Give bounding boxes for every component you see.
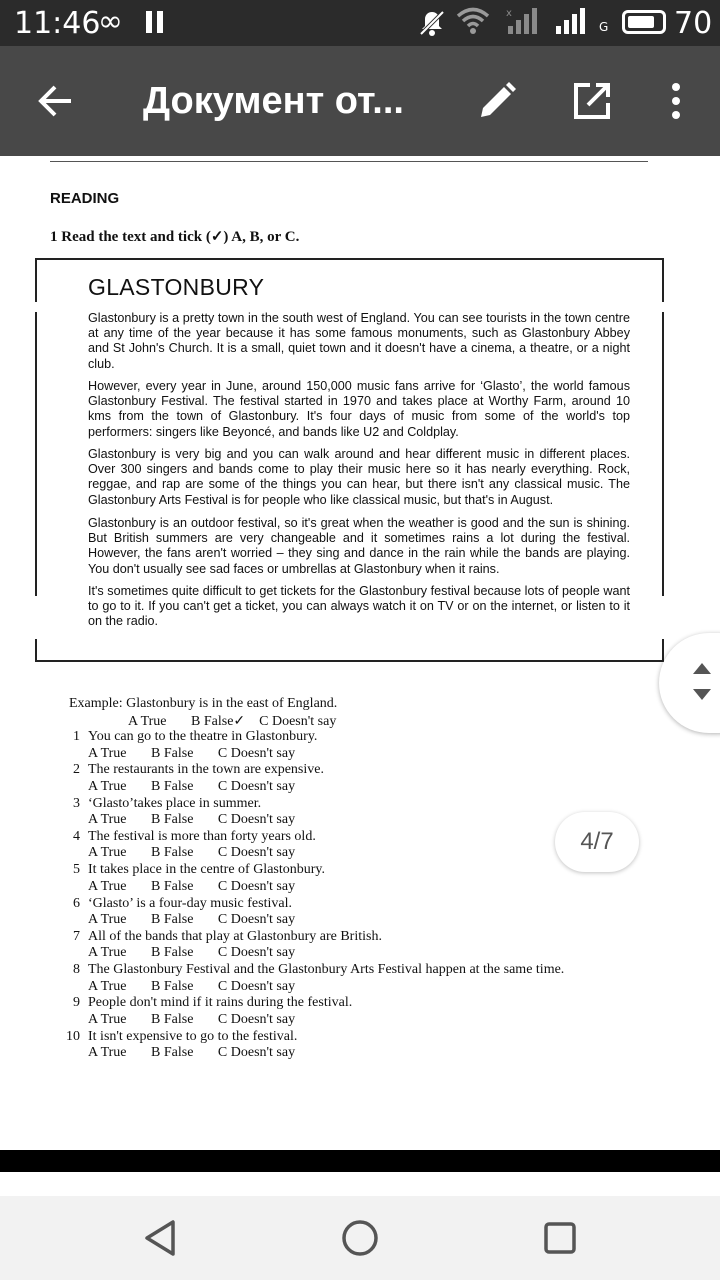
question-item <box>60 995 352 1011</box>
question-options[interactable]: A True B False C Doesn't say <box>88 745 296 761</box>
example-options: A True B False✓ C Doesn't say <box>128 714 337 729</box>
signal-sim1-icon <box>502 6 542 38</box>
chevron-up-icon <box>693 663 711 674</box>
question-number: 4 <box>73 828 80 844</box>
page-edge <box>0 1150 720 1172</box>
document-page[interactable] <box>0 156 720 1150</box>
question-item <box>60 929 382 945</box>
example-question: Example: Glastonbury is in the east of England. <box>69 696 338 711</box>
page-indicator: 4/7 <box>555 812 639 872</box>
question-number: 3 <box>73 795 80 811</box>
chevron-down-icon <box>693 689 711 700</box>
article-paragraph: Glastonbury is a pretty town in the south west of England. You can see tourists in the town centre at any time of the year because it has some famous monuments, such as Glastonbury Abbey and St John's Church. It is a small, quiet town and it doesn't have a cinema, a theatre, or a night club. <box>88 311 630 371</box>
question-number: 10 <box>66 1028 80 1044</box>
question-number: 9 <box>73 995 80 1011</box>
question-text: You can go to the theatre in Glastonbury. <box>88 729 318 744</box>
question-item <box>60 1029 297 1045</box>
circle-home-icon[interactable] <box>340 1218 380 1258</box>
article-paragraph: Glastonbury is an outdoor festival, so it's great when the weather is good and the sun is shining. But British summers are very changeable and it sometimes rains a lot during the festival. However, the fans aren't worried – they sing and dance in the rain while the bands are playing. You don't usually see sad faces or umbrellas at Glastonbury when it rains. <box>88 516 630 576</box>
question-text: It isn't expensive to go to the festival. <box>88 1028 298 1044</box>
svg-text:x: x <box>506 8 512 19</box>
instruction: 1 Read the text and tick (✓) A, B, or C. <box>50 229 300 245</box>
question-options[interactable]: A True B False C Doesn't say <box>88 912 296 927</box>
square-recent-icon[interactable] <box>542 1220 578 1256</box>
pencil-icon[interactable] <box>475 79 519 123</box>
question-number: 7 <box>73 928 80 944</box>
question-item <box>60 896 292 912</box>
question-text: The Glastonbury Festival and the Glastonbury Arts Festival happen at the same time. <box>88 962 565 978</box>
status-time: 11:46 <box>14 6 101 41</box>
question-item <box>60 962 564 978</box>
article-paragraph: Glastonbury is very big and you can walk around and hear different music in different places. Over 300 singers and bands come to play their music here so it has nearly everything. Rock, reggae, and rap are some of the things you can hear, but there isn't any classical music. The Glastonbury Arts Festival is for people who like classical music, but that's in August. <box>88 447 630 507</box>
question-options[interactable]: A True B False C Doesn't say <box>88 878 296 894</box>
battery-icon <box>622 10 666 34</box>
question-options[interactable]: A True B False C Doesn't say <box>88 1045 296 1061</box>
question-text: All of the bands that play at Glastonbury are British. <box>88 928 382 944</box>
question-item <box>60 829 316 845</box>
pause-icon <box>146 11 164 33</box>
question-number: 1 <box>73 729 80 744</box>
system-nav-bar <box>0 1196 720 1280</box>
question-number: 5 <box>73 862 80 878</box>
question-item <box>60 796 261 812</box>
loop-icon: ∞ <box>98 4 123 39</box>
question-item <box>60 729 317 745</box>
arrow-left-icon[interactable] <box>34 79 78 123</box>
box-gap <box>31 596 39 639</box>
more-vert-icon[interactable] <box>664 79 688 123</box>
document-title: Документ от... <box>143 80 404 122</box>
question-options[interactable]: A True B False C Doesn't say <box>88 778 296 794</box>
question-text: ‘Glasto’ is a four-day music festival. <box>88 895 292 911</box>
wifi-icon <box>456 6 490 36</box>
article-paragraph: However, every year in June, around 150,000 music fans arrive for ‘Glasto’, the world famous Glastonbury Festival. The festival started in 1970 and takes place at Worthy Farm, around 10 kms from the town of Glastonbury. It's four days of music from some of the world's top performers: singers like Beyoncé, and bands like U2 and Coldplay. <box>88 379 630 439</box>
open-in-new-icon[interactable] <box>570 79 614 123</box>
box-gap <box>660 302 668 312</box>
question-options[interactable]: A True B False C Doesn't say <box>88 1011 296 1027</box>
app-bar <box>0 46 720 156</box>
question-item <box>60 762 324 778</box>
divider <box>50 161 648 162</box>
signal-sim2-icon <box>552 8 592 38</box>
question-item <box>60 862 325 878</box>
question-number: 8 <box>73 962 80 978</box>
status-bar <box>0 0 720 46</box>
question-text: The festival is more than forty years old. <box>88 828 316 844</box>
article-title: GLASTONBURY <box>88 274 265 300</box>
battery-level: 70 <box>674 6 713 41</box>
question-number: 6 <box>73 895 80 911</box>
question-options[interactable]: A True B False C Doesn't say <box>88 978 296 994</box>
box-gap <box>660 596 668 639</box>
question-text: The restaurants in the town are expensive. <box>88 762 324 778</box>
question-text: It takes place in the centre of Glastonbury. <box>88 862 326 878</box>
box-gap <box>31 302 39 312</box>
question-text: ‘Glasto’takes place in summer. <box>88 795 262 811</box>
notifications-off-icon <box>418 9 446 37</box>
network-type: G <box>599 20 609 34</box>
question-text: People don't mind if it rains during the festival. <box>88 995 353 1011</box>
question-options[interactable]: A True B False C Doesn't say <box>88 845 296 861</box>
section-heading: READING <box>50 190 120 207</box>
question-options[interactable]: A True B False C Doesn't say <box>88 812 296 828</box>
question-number: 2 <box>73 762 80 778</box>
triangle-back-icon[interactable] <box>140 1216 180 1260</box>
question-options[interactable]: A True B False C Doesn't say <box>88 945 296 961</box>
article-paragraph: It's sometimes quite difficult to get tickets for the Glastonbury festival because lots of people want to go to it. If you can't get a ticket, you can always watch it on TV or on the internet, or listen to it on the radio. <box>88 584 630 629</box>
